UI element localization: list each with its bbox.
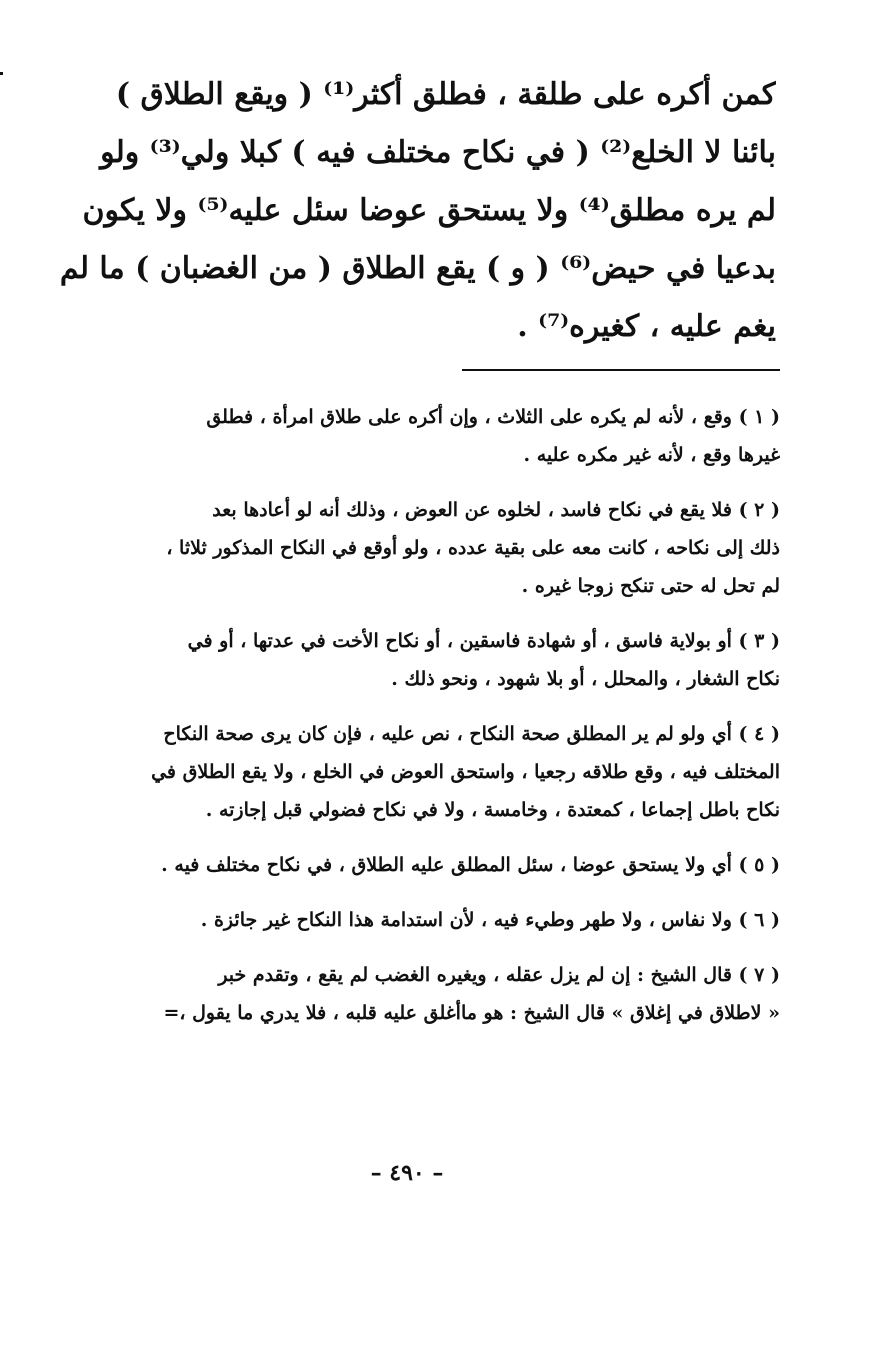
footnote-line: ذلك إلى نكاحه ، كانت معه على بقية عدده ، ولو أوقع في النكاح المذكور ثلاثا ، (166, 537, 780, 559)
footnote-line: ( ٤ ) أي ولو لم ير المطلق صحة النكاح ، نص عليه ، فإن كان يرى صحة النكاح (163, 723, 780, 745)
footnote-6 (40, 901, 780, 939)
footnote-line: ( ٦ ) ولا نفاس ، ولا طهر وطيء فيه ، لأن استدامة هذا النكاح غير جائزة . (200, 909, 780, 931)
footnote-line: المختلف فيه ، وقع طلاقه رجعيا ، واستحق العوض في الخلع ، ولا يقع الطلاق في (151, 761, 780, 783)
footnote-line: غيرها وقع ، لأنه غير مكره عليه . (523, 444, 780, 466)
footnote-line: ( ٧ ) قال الشيخ : إن لم يزل عقله ، ويغيره الغضب لم يقع ، وتقدم خبر (218, 964, 780, 986)
footnote-line: لم تحل له حتى تنكح زوجا غيره . (521, 575, 780, 597)
page-number: – ٤٩٠ – (370, 1160, 444, 1186)
main-text-line: بدعيا في حيض⁽⁶⁾ ( و ) يقع الطلاق ( من الغضبان ) ما لم (59, 251, 776, 286)
main-text-line: كمن أكره على طلقة ، فطلق أكثر⁽¹⁾ ( ويقع الطلاق ) (115, 77, 776, 112)
footnote-line: ( ٣ ) أو بولاية فاسق ، أو شهادة فاسقين ، أو نكاح الأخت في عدتها ، أو في (187, 630, 780, 652)
main-text-block (46, 66, 776, 356)
main-text-line: لم يره مطلق⁽⁴⁾ ولا يستحق عوضا سئل عليه⁽⁵⁾ ولا يكون (82, 193, 776, 228)
footnote-line: ( ١ ) وقع ، لأنه لم يكره على الثلاث ، وإن أكره على طلاق امرأة ، فطلق (206, 406, 780, 428)
footnote-7 (40, 956, 780, 1032)
footnote-line: « لاطلاق في إغلاق » قال الشيخ : هو ماأغلق عليه قلبه ، فلا يدري ما يقول ،= (163, 1002, 780, 1024)
footnote-1 (40, 398, 780, 474)
scan-edge-mark (0, 72, 3, 75)
footnotes-section (40, 398, 780, 1049)
footnote-2 (40, 491, 780, 605)
footnote-separator-rule (462, 369, 780, 371)
footnote-line: ( ٥ ) أي ولا يستحق عوضا ، سئل المطلق عليه الطلاق ، في نكاح مختلف فيه . (161, 854, 780, 876)
footnote-line: نكاح الشغار ، والمحلل ، أو بلا شهود ، ونحو ذلك . (391, 668, 780, 690)
footnote-line: ( ٢ ) فلا يقع في نكاح فاسد ، لخلوه عن العوض ، وذلك أنه لو أعادها بعد (212, 499, 780, 521)
footnote-3 (40, 622, 780, 698)
footnote-4 (40, 715, 780, 829)
main-text-line: يغم عليه ، كغيره⁽⁷⁾ . (517, 309, 776, 344)
main-text-line: بائنا لا الخلع⁽²⁾ ( في نكاح مختلف فيه ) كبلا ولي⁽³⁾ ولو (100, 135, 776, 170)
footnote-5 (40, 846, 780, 884)
footnote-line: نكاح باطل إجماعا ، كمعتدة ، وخامسة ، ولا في نكاح فضولي قبل إجازته . (205, 799, 780, 821)
